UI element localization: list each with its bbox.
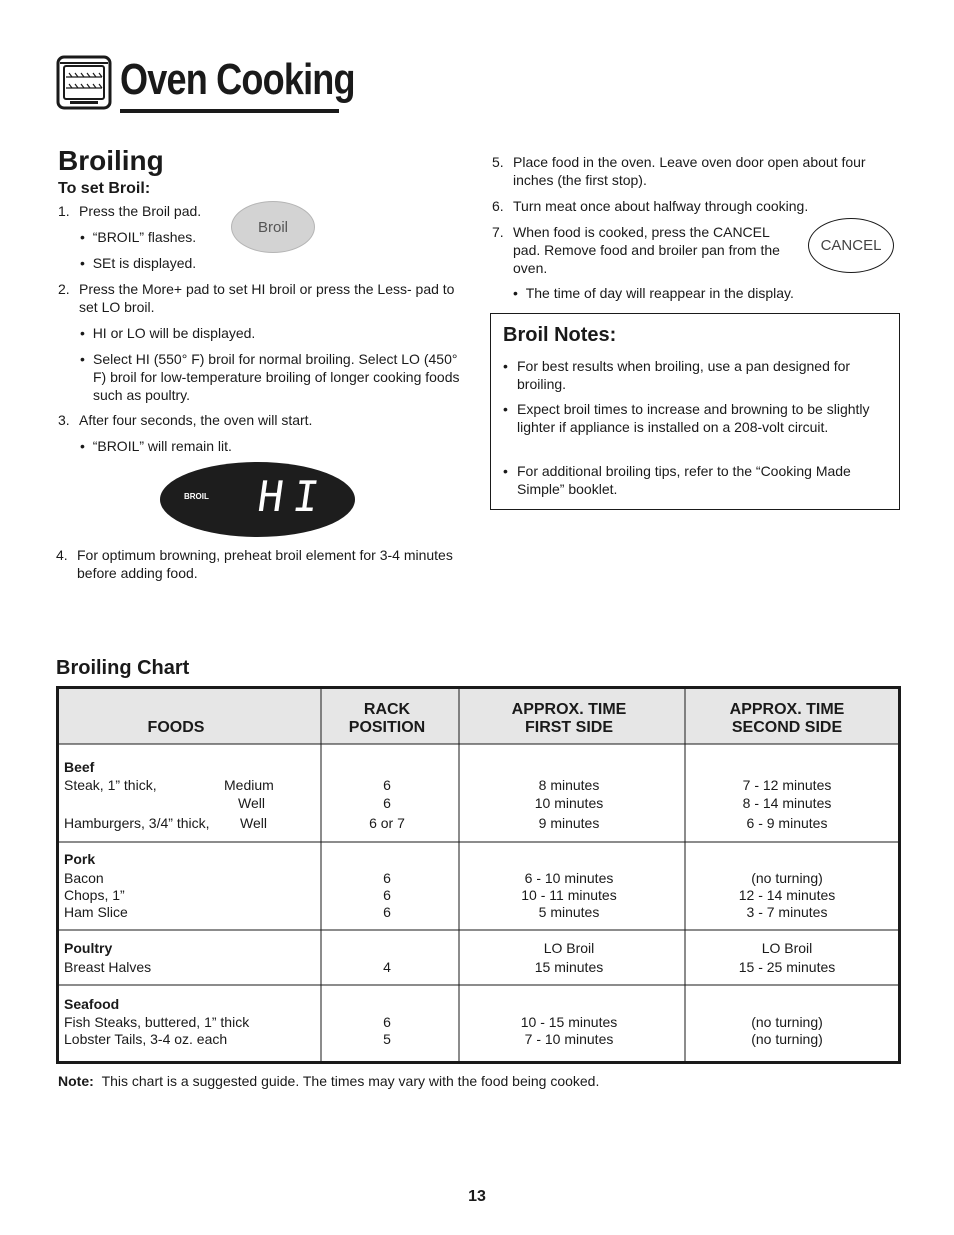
category-seafood: Seafood (64, 996, 120, 1012)
broil-notes-box (490, 313, 900, 510)
step-4: 4. For optimum browning, preheat broil element for 3-4 minutes before adding food. (56, 547, 453, 581)
step-5: 5. Place food in the oven. Leave oven door open about four inches (the first stop). (492, 154, 866, 188)
first-side: 8 minutes (538, 777, 600, 793)
first-side: 7 - 10 minutes (524, 1031, 614, 1047)
notes-title: Broil Notes: (503, 324, 617, 346)
rack: 6 (383, 795, 391, 811)
bullet: • “BROIL” will remain lit. (80, 438, 232, 454)
step-2: 2. Press the More+ pad to set HI broil or press the Less- pad to set LO broil. (58, 281, 455, 315)
header-second-2: SECOND SIDE (731, 719, 843, 736)
step-3: 3. After four seconds, the oven will start. (58, 412, 313, 428)
second-side: 12 - 14 minutes (738, 887, 836, 903)
food: Fish Steaks, buttered, 1” thick (64, 1014, 250, 1030)
oven-icon (56, 55, 112, 110)
first-side: 15 minutes (534, 959, 604, 975)
second-side: (no turning) (751, 870, 823, 886)
category-pork: Pork (64, 851, 96, 867)
bullet: • HI or LO will be displayed. (80, 325, 256, 341)
first-side: 9 minutes (538, 815, 600, 831)
rack: 6 (383, 904, 391, 920)
display-reading: HI (254, 472, 333, 521)
bullet: • “BROIL” flashes. (80, 229, 197, 245)
doneness: Well (238, 795, 265, 811)
rack: 6 (383, 1014, 391, 1030)
second-side: LO Broil (761, 940, 813, 956)
header-rack: RACK (363, 701, 411, 718)
second-side: 7 - 12 minutes (742, 777, 832, 793)
food: Lobster Tails, 3-4 oz. each (64, 1031, 228, 1047)
doneness: Well (240, 815, 267, 831)
rack: 6 (383, 887, 391, 903)
chart-title: Broiling Chart (56, 657, 190, 679)
food: Breast Halves (64, 959, 152, 975)
broil-pad-button[interactable]: Broil (231, 201, 315, 253)
bullet: • Select HI (550° F) broil for normal broiling. Select LO (450° F) broil for low-temperature broiling of longer cooking foods such as poultry. (80, 351, 460, 403)
second-side: 6 - 9 minutes (746, 815, 828, 831)
note-item: • Expect broil times to increase and browning to be slightly lighter if appliance is installed on a 208-volt circuit. (503, 401, 870, 435)
note-item: • For additional broiling tips, refer to the “Cooking Made Simple” booklet. (503, 463, 851, 497)
food: Ham Slice (64, 904, 128, 920)
food: Chops, 1” (64, 887, 125, 903)
header-underline (120, 109, 339, 113)
rack: 5 (383, 1031, 391, 1047)
chart-note: Note: This chart is a suggested guide. The times may vary with the food being cooked. (58, 1073, 600, 1089)
category-poultry: Poultry (64, 940, 113, 956)
header-first: APPROX. TIME (511, 701, 627, 718)
header-second: APPROX. TIME (729, 701, 845, 718)
second-side: (no turning) (751, 1014, 823, 1030)
header-first-2: FIRST SIDE (524, 719, 614, 736)
first-side: 10 - 11 minutes (521, 887, 617, 903)
first-side: 10 minutes (534, 795, 604, 811)
broiling-chart-table (56, 686, 901, 1064)
bullet: • The time of day will reappear in the display. (513, 285, 794, 301)
step-6: 6. Turn meat once about halfway through cooking. (492, 198, 809, 214)
sub-title: To set Broil: (58, 180, 151, 197)
step-7: 7. When food is cooked, press the CANCEL pad. Remove food and broiler pan from the oven. (492, 224, 780, 276)
first-side: 10 - 15 minutes (520, 1014, 618, 1030)
display-broil-label: BROIL (184, 492, 209, 501)
food: Hamburgers, 3/4” thick, (64, 815, 210, 831)
note-item: • For best results when broiling, use a pan designed for broiling. (503, 358, 851, 392)
second-side: (no turning) (751, 1031, 823, 1047)
header-rack-2: POSITION (348, 719, 426, 736)
second-side: 3 - 7 minutes (746, 904, 828, 920)
category-beef: Beef (64, 759, 95, 775)
first-side: LO Broil (543, 940, 595, 956)
rack: 6 or 7 (369, 815, 405, 831)
rack: 6 (383, 777, 391, 793)
food: Bacon (64, 870, 104, 886)
page-number: 13 (468, 1188, 486, 1205)
page-header-title: Oven Cooking (120, 55, 355, 104)
second-side: 15 - 25 minutes (738, 959, 836, 975)
bullet: • SEt is displayed. (80, 255, 197, 271)
cancel-pad-button[interactable]: CANCEL (808, 218, 894, 273)
section-title: Broiling (58, 145, 164, 176)
rack: 6 (383, 870, 391, 886)
first-side: 6 - 10 minutes (524, 870, 614, 886)
food: Steak, 1” thick, (64, 777, 157, 793)
first-side: 5 minutes (538, 904, 600, 920)
rack: 4 (383, 959, 391, 975)
step-1: 1. Press the Broil pad. (58, 203, 202, 219)
header-foods: FOODS (147, 719, 205, 736)
second-side: 8 - 14 minutes (742, 795, 832, 811)
oven-display (160, 462, 355, 537)
doneness: Medium (224, 777, 274, 793)
